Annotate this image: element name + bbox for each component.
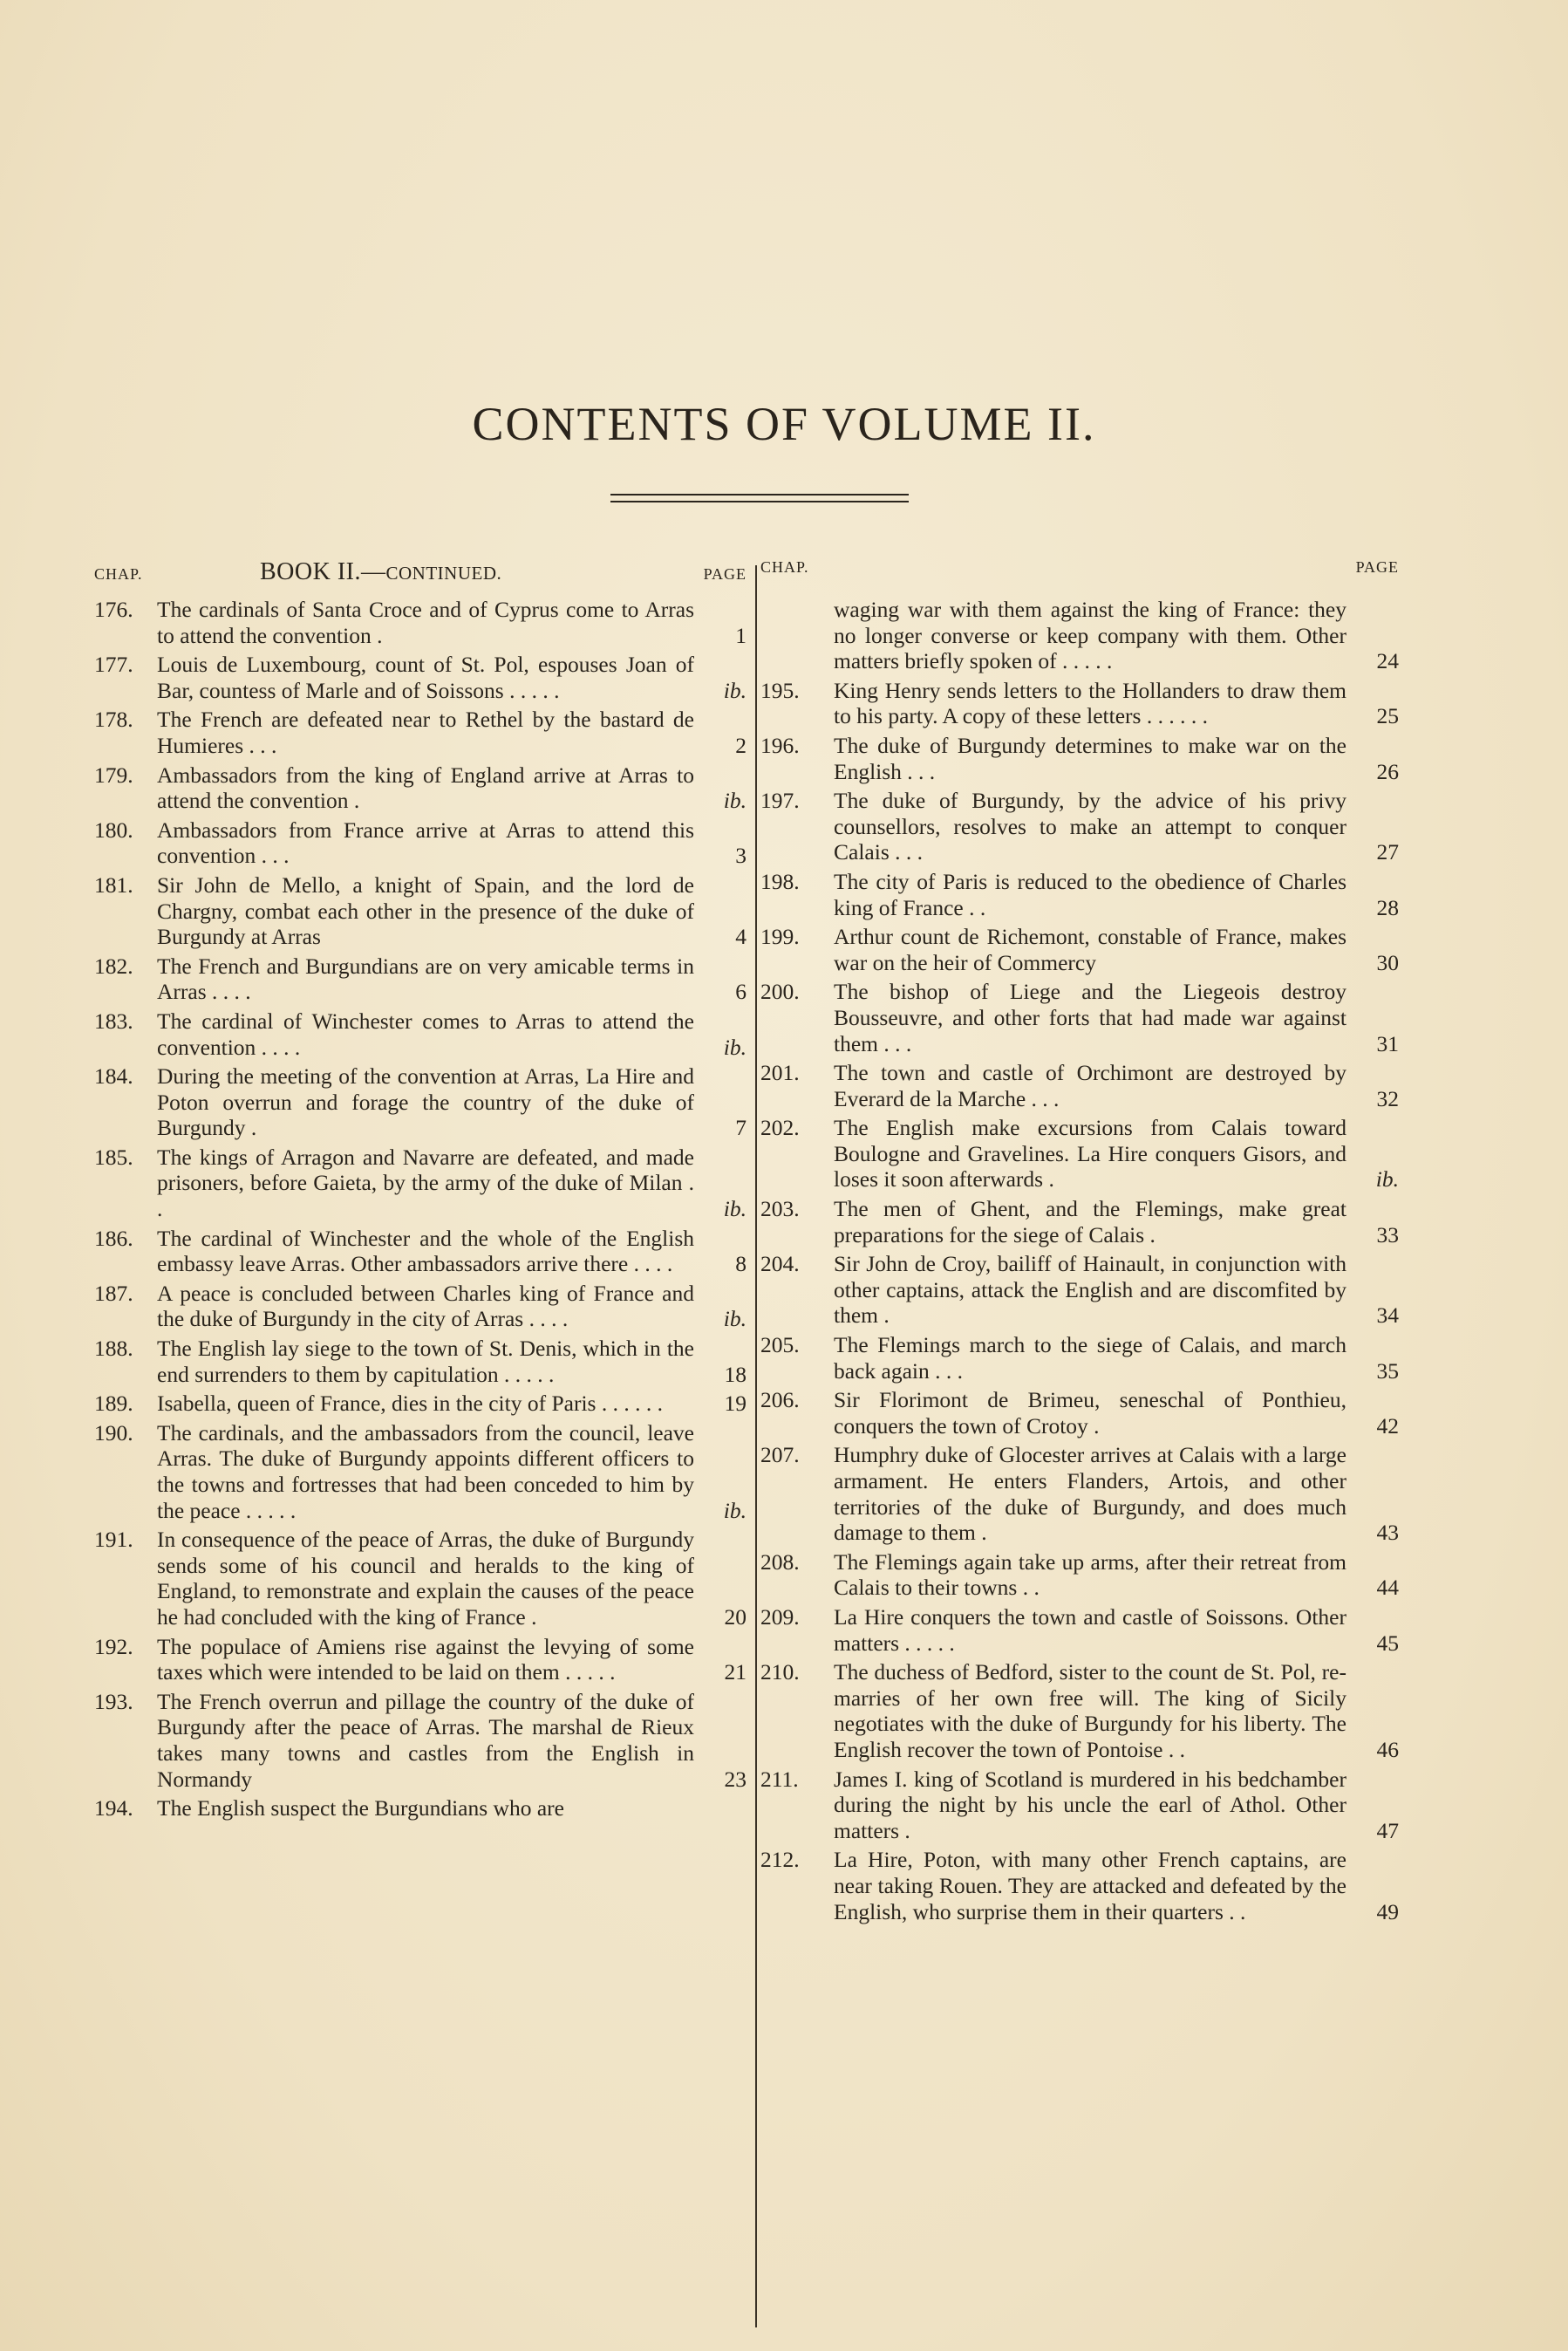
chapter-number: 195. [760,677,800,703]
chapter-number: 181. [94,871,133,898]
contents-entry [94,707,747,758]
entry-page: 44 [1376,1575,1399,1601]
entry-page: 35 [1376,1357,1399,1384]
entry-text: A peace is concluded between Charles king of France and the duke of Burgundy in the city of Arras . . . . [157,1280,694,1332]
page-label: PAGE [1355,558,1399,576]
entry-page: 34 [1376,1302,1399,1329]
contents-entry [760,1196,1399,1247]
entry-page: ib. [723,1306,747,1332]
entry-text: Arthur count de Richemont, constable of France, makes war on the heir of Commercy [834,924,1346,975]
entry-text: The French and Burgundians are on very amicable terms in Arras . . . . [157,953,694,1005]
chapter-number: 191. [94,1527,133,1553]
contents-entry [760,1442,1399,1545]
chapter-number: 205. [760,1332,800,1358]
contents-entry [760,1115,1399,1193]
entry-text: Isabella, queen of France, dies in the city of Paris . . . . . . [157,1391,663,1417]
entry-page: 32 [1376,1085,1399,1111]
contents-entry [94,1391,747,1417]
chapter-number: 210. [760,1659,800,1685]
contents-entry [94,652,747,703]
title-rule-bottom [610,501,909,502]
chapter-number: 192. [94,1633,133,1659]
chapter-number: 179. [94,762,133,788]
contents-entry [94,817,747,869]
contents-entry [760,1251,1399,1329]
contents-entry [760,924,1399,975]
chapter-number: 186. [94,1225,133,1251]
entry-page: ib. [723,1196,747,1222]
entry-page: 3 [735,843,747,869]
entry-page: 25 [1376,703,1399,729]
entry-page: 43 [1376,1520,1399,1546]
contents-entry [760,678,1399,729]
chapter-number: 197. [760,788,800,814]
entry-page: 2 [735,732,747,758]
contents-entry [94,1226,747,1277]
chapter-number: 178. [94,707,133,733]
chapter-number: 176. [94,597,133,622]
entry-text: The duke of Burgundy determines to make war on the English . . . [834,732,1346,784]
chapter-number: 196. [760,732,800,758]
entry-text: The men of Ghent, and the Flemings, make great preparations for the siege of Calais . [834,1196,1346,1247]
entry-page: 31 [1376,1030,1399,1056]
entry-page: 23 [724,1766,747,1792]
entry-text: The duke of Burgundy, by the advice of his privy counsellors, resolves to make an attempt to conquer Calais . . . [834,788,1346,865]
entry-page: 33 [1376,1221,1399,1247]
contents-entry [94,1795,747,1821]
contents-entry [94,1420,747,1523]
entry-page: 46 [1376,1736,1399,1762]
chapter-number: 183. [94,1008,133,1034]
entry-text: The English suspect the Burgundians who are [157,1795,564,1821]
entry-page: 30 [1376,949,1399,975]
entry-text: The French overrun and pillage the country of the duke of Burgundy after the peace of Arras. The marshal de Rieux takes many towns and castles from the English in Normandy [157,1688,694,1792]
chap-label: CHAP. [94,565,143,583]
entry-text: The cardinals of Santa Croce and of Cyprus come to Arras to attend the convention . [157,597,694,648]
entry-text: waging war with them against the king of France: they no longer converse or keep company with them. Other matters briefly spoken of . . . . . [834,597,1346,674]
entry-page: 28 [1376,894,1399,920]
entry-text: Louis de Luxembourg, count of St. Pol, espouses Joan of Bar, countess of Marle and of Soissons . . . . . [157,652,694,703]
entry-page: 6 [735,979,747,1005]
chapter-number: 180. [94,817,133,843]
entry-text: James I. king of Scotland is murdered in his bedchamber during the night by his uncle the earl of Athol. Other matters . [834,1766,1346,1843]
entry-text: Sir Florimont de Brimeu, seneschal of Ponthieu, conquers the town of Crotoy . [834,1387,1346,1439]
entry-text: The town and castle of Orchimont are destroyed by Everard de la Marche . . . [834,1060,1346,1111]
right-entry-list [760,678,1399,1924]
entry-page: 47 [1376,1817,1399,1843]
entry-text: Humphry duke of Glocester arrives at Calais with a large armament. He enters Flanders, Artois, and other territories of the duke of Burgundy, and does much damage to them . [834,1442,1346,1546]
entry-page: 18 [724,1361,747,1387]
contents-entry [760,1549,1399,1601]
entry-page: 27 [1376,839,1399,865]
entry-text: The Flemings march to the siege of Calais, and march back again . . . [834,1332,1346,1384]
chapter-number: 190. [94,1419,133,1445]
right-column-header [760,558,1399,597]
entry-text: Sir John de Croy, bailiff of Hainault, in conjunction with other captains, attack the English and are discomfited by them . [834,1251,1346,1329]
entry-page: ib. [723,788,747,814]
entry-text: Sir John de Mello, a knight of Spain, and the lord de Chargny, combat each other in the presence of the duke of Burgundy at Arras [157,871,694,950]
contents-entry [94,1008,747,1060]
entry-page: 19 [724,1391,747,1417]
contents-entry [760,1387,1399,1439]
contents-entry [94,1634,747,1685]
contents-entry [94,762,747,814]
chapter-number: 212. [760,1847,800,1873]
entry-page: 45 [1376,1630,1399,1656]
contents-entry [94,1145,747,1222]
contents-entry [94,1063,747,1141]
entry-page: 49 [1376,1898,1399,1924]
chapter-number: 185. [94,1144,133,1170]
chapter-number: 203. [760,1196,800,1222]
chapter-number: 188. [94,1336,133,1362]
left-entry-list [94,597,747,1821]
chapter-number: 199. [760,924,800,950]
chapter-number: 201. [760,1060,800,1086]
entry-page: 1 [735,622,747,648]
chapter-number: 193. [94,1688,133,1714]
title-rule-top [610,494,909,495]
contents-entry [94,597,747,648]
entry-text: The bishop of Liege and the Liegeois destroy Bousseuvre, and other forts that had made war against them . . . [834,979,1346,1056]
contents-entry [760,979,1399,1056]
left-column-header [94,558,747,597]
chapter-number: 177. [94,652,133,678]
contents-entry [760,1847,1399,1924]
entry-text: The populace of Amiens rise against the levying of some taxes which were intended to be laid on them . . . . . [157,1633,694,1685]
chapter-number: 184. [94,1063,133,1090]
contents-entry [760,1604,1399,1656]
chapter-number: 211. [760,1766,799,1792]
page-label: PAGE [703,565,747,583]
contents-entry [760,733,1399,784]
page-title: CONTENTS OF VOLUME II. [472,398,1096,450]
continued-entry [760,597,1399,674]
chapter-number: 208. [760,1548,800,1575]
entry-page: 26 [1376,758,1399,784]
entry-page: ib. [723,677,747,703]
contents-entry [94,1527,747,1630]
entry-page: 8 [735,1251,747,1277]
contents-entry [760,1767,1399,1844]
left-column [94,558,747,1825]
entry-text: The cardinals, and the ambassadors from the council, leave Arras. The duke of Burgundy appoints different officers to the towns and fortresses that had been conceded to him by the peace . . . . . [157,1419,694,1523]
entry-page: ib. [1375,1166,1399,1193]
entry-text: In consequence of the peace of Arras, the duke of Burgundy sends some of his council and heralds to the king of England, to remonstrate and explain the causes of the peace he had concluded with the king of France . [157,1527,694,1630]
entry-page: 7 [735,1115,747,1141]
entry-text: La Hire, Poton, with many other French captains, are near taking Rouen. They are attacked and defeated by the English, who surprise them in their quarters . . [834,1847,1346,1924]
chapter-number: 187. [94,1280,133,1306]
entry-text: The English lay siege to the town of St. Denis, which in the end surrenders to them by capitulation . . . . . [157,1336,694,1387]
entry-text: Ambassadors from the king of England arrive at Arras to attend the convention . [157,762,694,814]
chapter-number: 204. [760,1251,800,1277]
entry-text: The Flemings again take up arms, after their retreat from Calais to their towns . . [834,1548,1346,1601]
contents-entry [94,872,747,950]
chap-label: CHAP. [760,558,809,576]
contents-entry [94,1281,747,1332]
entry-page: 20 [724,1603,747,1630]
entry-text: The cardinal of Winchester comes to Arras to attend the convention . . . . [157,1008,694,1060]
entry-text: The English make excursions from Calais toward Boulogne and Gravelines. La Hire conquers Gisors, and loses it soon afterwards . [834,1115,1346,1193]
entry-page: 24 [1376,648,1399,674]
entry-text: The French are defeated near to Rethel by the bastard de Humieres . . . [157,707,694,758]
entry-page: ib. [723,1497,747,1523]
contents-entry [94,1689,747,1792]
chapter-number: 206. [760,1387,800,1413]
entry-text: The cardinal of Winchester and the whole of the English embassy leave Arras. Other ambassadors arrive there . . . . [157,1225,694,1277]
entry-page: 42 [1376,1412,1399,1439]
entry-page: ib. [723,1034,747,1060]
right-column [760,558,1399,1928]
chapter-number: 189. [94,1391,133,1417]
chapter-number: 200. [760,979,800,1005]
chapter-number: 194. [94,1795,133,1821]
entry-text: The kings of Arragon and Navarre are defeated, and made prisoners, before Gaieta, by the army of the duke of Milan . . [157,1144,694,1222]
chapter-number: 198. [760,868,800,894]
chapter-number: 182. [94,953,133,979]
entry-text: Ambassadors from France arrive at Arras to attend this convention . . . [157,817,694,869]
entry-text: La Hire conquers the town and castle of Soissons. Other matters . . . . . [834,1603,1346,1656]
chapter-number: 207. [760,1442,800,1468]
book-heading: BOOK II.—CONTINUED. [260,558,502,585]
entry-page: 4 [735,924,747,950]
contents-entry [760,1659,1399,1762]
entry-text: The duchess of Bedford, sister to the count de St. Pol, re-marries of her own free will. The king of Sicily negotiates with the duke of Burgundy for his liberty. The English recover the town of Pontoise . . [834,1659,1346,1762]
contents-entry [94,1336,747,1387]
chapter-number: 202. [760,1115,800,1141]
contents-entry [760,1332,1399,1384]
entry-text: The city of Paris is reduced to the obedience of Charles king of France . . [834,868,1346,920]
contents-entry [760,1060,1399,1111]
entry-text: During the meeting of the convention at Arras, La Hire and Poton overrun and forage the country of the duke of Burgundy . [157,1063,694,1141]
contents-entry [760,788,1399,865]
contents-entry [94,953,747,1005]
chapter-number: 209. [760,1603,800,1630]
entry-text: King Henry sends letters to the Hollanders to draw them to his party. A copy of these letters . . . . . . [834,677,1346,729]
contents-entry [760,869,1399,920]
entry-page: 21 [724,1659,747,1685]
column-divider [755,565,757,2327]
